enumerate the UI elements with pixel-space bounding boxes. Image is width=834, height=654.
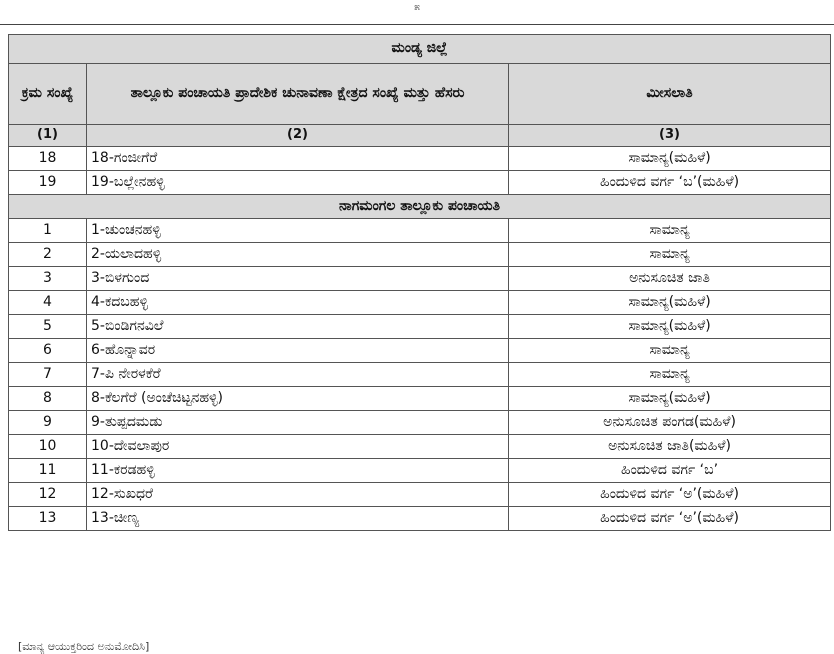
row-reservation: ಅನುಸೂಚಿತ ಪಂಗಡ(ಮಹಿಳೆ) <box>509 411 831 435</box>
row-serial-number: 11 <box>9 459 87 483</box>
row-constituency-name: 12-ಸುಖಧರೆ <box>87 483 509 507</box>
reservation-table <box>8 34 831 531</box>
row-reservation: ಹಿಂದುಳಿದ ವರ್ಗ ‘ಅ’(ಮಹಿಳೆ) <box>509 483 831 507</box>
row-serial-number: 13 <box>9 507 87 531</box>
row-constituency-name: 13-ಚೀಣ್ಯ <box>87 507 509 531</box>
row-reservation: ಸಾಮಾನ್ಯ(ಮಹಿಳೆ) <box>509 315 831 339</box>
row-constituency-name: 3-ಬಿಳಗುಂದ <box>87 267 509 291</box>
column-header-row <box>9 64 831 125</box>
table-row <box>9 387 831 411</box>
row-constituency-name: 6-ಹೊನ್ನಾವರ <box>87 339 509 363</box>
row-serial-number: 3 <box>9 267 87 291</box>
row-reservation: ಹಿಂದುಳಿದ ವರ್ಗ ‘ಬ’ <box>509 459 831 483</box>
row-constituency-name: 11-ಕರಡಹಳ್ಳಿ <box>87 459 509 483</box>
table-row <box>9 243 831 267</box>
column-number-3: (3) <box>509 125 831 147</box>
row-constituency-name: 8-ಕೆಲಗೆರೆ (ಅಂಚೆಚಿಟ್ಟನಹಳ್ಳಿ) <box>87 387 509 411</box>
row-serial-number: 10 <box>9 435 87 459</box>
row-constituency-name: 18-ಗಂಜೀಗೆರೆ <box>87 147 509 171</box>
row-constituency-name: 9-ತುಪ್ಪದಮಡು <box>87 411 509 435</box>
table-row <box>9 171 831 195</box>
row-reservation: ಸಾಮಾನ್ಯ(ಮಹಿಳೆ) <box>509 147 831 171</box>
row-serial-number: 7 <box>9 363 87 387</box>
row-serial-number: 6 <box>9 339 87 363</box>
table-row <box>9 435 831 459</box>
row-constituency-name: 2-ಯಲಾದಹಳ್ಳಿ <box>87 243 509 267</box>
table-row <box>9 291 831 315</box>
table-row <box>9 219 831 243</box>
row-reservation: ಸಾಮಾನ್ಯ <box>509 243 831 267</box>
row-reservation: ಸಾಮಾನ್ಯ <box>509 339 831 363</box>
header-reservation: ಮೀಸಲಾತಿ <box>509 64 831 125</box>
table-row <box>9 411 831 435</box>
row-constituency-name: 7-ಪಿ ನೇರಳಕೆರೆ <box>87 363 509 387</box>
table-row <box>9 483 831 507</box>
footer-note: [ಮಾನ್ಯ ಆಯುಕ್ತರಿಂದ ಅನುಮೋದಿಸಿ] <box>18 640 150 653</box>
table-row <box>9 363 831 387</box>
district-heading: ಮಂಡ್ಯ ಜಿಲ್ಲೆ <box>9 35 831 64</box>
row-constituency-name: 4-ಕದಬಹಳ್ಳಿ <box>87 291 509 315</box>
row-serial-number: 9 <box>9 411 87 435</box>
column-number-row <box>9 125 831 147</box>
district-heading-row <box>9 35 831 64</box>
row-serial-number: 8 <box>9 387 87 411</box>
table-row <box>9 339 831 363</box>
row-constituency-name: 5-ಬಿಂಡಿಗನವಿಲೆ <box>87 315 509 339</box>
table-row <box>9 147 831 171</box>
row-reservation: ಸಾಮಾನ್ಯ(ಮಹಿಳೆ) <box>509 387 831 411</box>
row-reservation: ಸಾಮಾನ್ಯ(ಮಹಿಳೆ) <box>509 291 831 315</box>
taluk-heading-row <box>9 195 831 219</box>
table-row <box>9 459 831 483</box>
row-serial-number: 5 <box>9 315 87 339</box>
row-serial-number: 19 <box>9 171 87 195</box>
column-number-1: (1) <box>9 125 87 147</box>
row-serial-number: 2 <box>9 243 87 267</box>
header-serial-number: ಕ್ರಮ ಸಂಖ್ಯೆ <box>9 64 87 125</box>
row-serial-number: 1 <box>9 219 87 243</box>
row-reservation: ಹಿಂದುಳಿದ ವರ್ಗ ‘ಬ’(ಮಹಿಳೆ) <box>509 171 831 195</box>
column-number-2: (2) <box>87 125 509 147</box>
row-constituency-name: 19-ಬಲ್ಲೇನಹಳ್ಳಿ <box>87 171 509 195</box>
row-serial-number: 4 <box>9 291 87 315</box>
table-row <box>9 315 831 339</box>
row-reservation: ಅನುಸೂಚಿತ ಜಾತಿ <box>509 267 831 291</box>
row-constituency-name: 10-ದೇವಲಾಪುರ <box>87 435 509 459</box>
row-serial-number: 18 <box>9 147 87 171</box>
row-constituency-name: 1-ಚುಂಚನಹಳ್ಳಿ <box>87 219 509 243</box>
row-reservation: ಅನುಸೂಚಿತ ಜಾತಿ(ಮಹಿಳೆ) <box>509 435 831 459</box>
table-row <box>9 507 831 531</box>
table-row <box>9 267 831 291</box>
taluk-heading: ನಾಗಮಂಗಲ ತಾಲ್ಲೂಕು ಪಂಚಾಯತಿ <box>9 195 831 219</box>
row-reservation: ಹಿಂದುಳಿದ ವರ್ಗ ‘ಅ’(ಮಹಿಳೆ) <box>509 507 831 531</box>
header-rule <box>0 24 834 25</box>
header-constituency: ತಾಲ್ಲೂಕು ಪಂಚಾಯತಿ ಪ್ರಾದೇಶಿಕ ಚುನಾವಣಾ ಕ್ಷೇತ್ರದ ಸಂಖ್ಯೆ ಮತ್ತು ಹೆಸರು <box>87 64 509 125</box>
row-reservation: ಸಾಮಾನ್ಯ <box>509 363 831 387</box>
row-serial-number: 12 <box>9 483 87 507</box>
page-number: ೫ <box>414 2 420 13</box>
row-reservation: ಸಾಮಾನ್ಯ <box>509 219 831 243</box>
